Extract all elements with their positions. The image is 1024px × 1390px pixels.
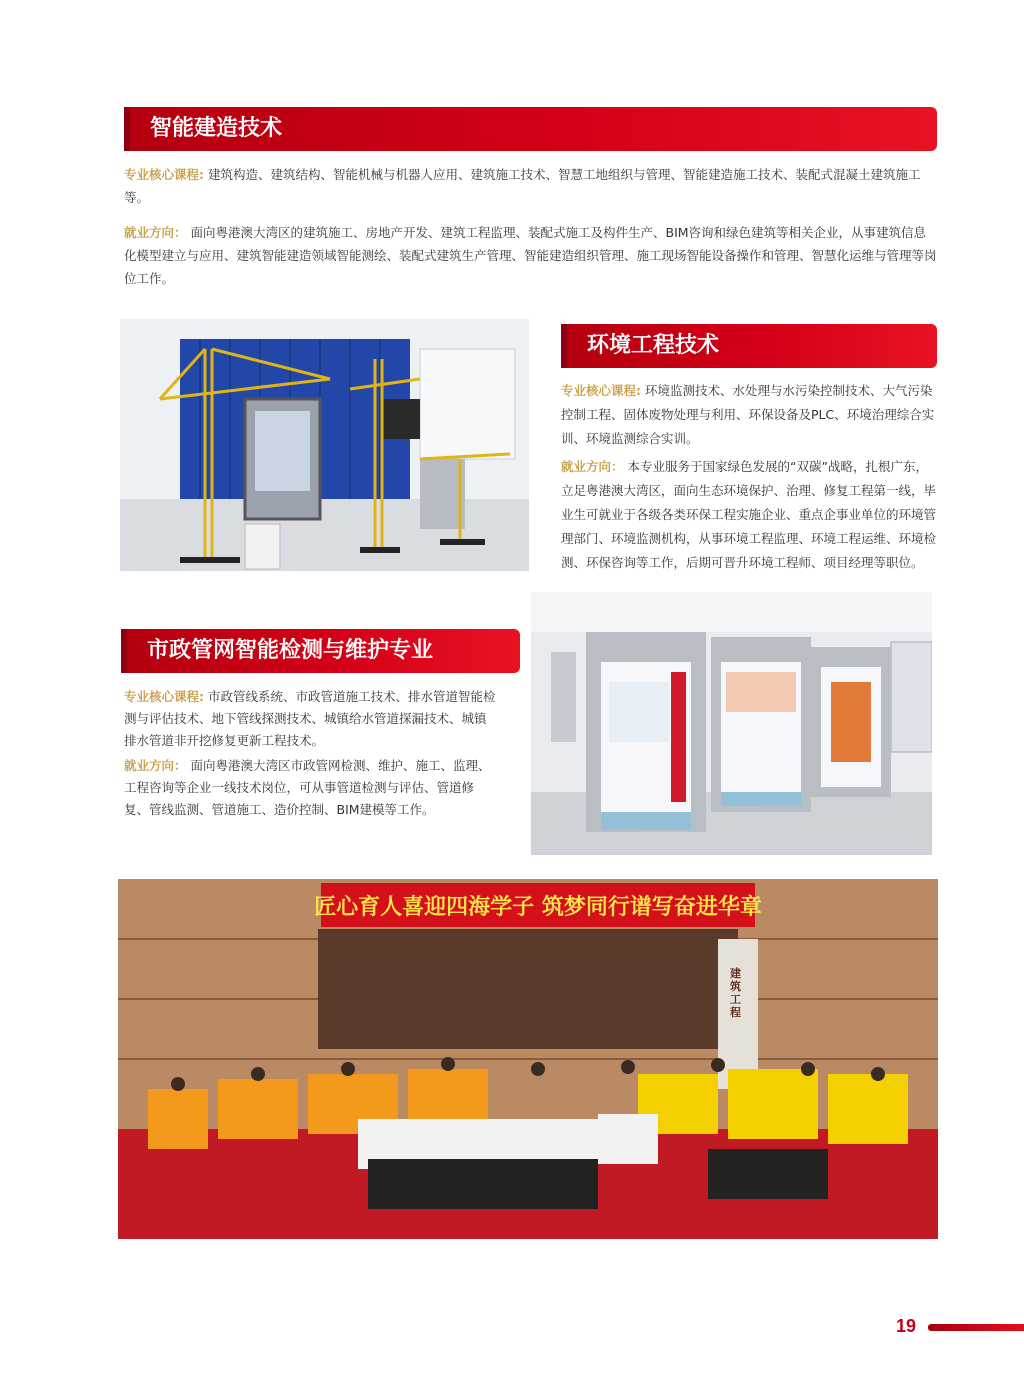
core-courses-text: 市政管线系统、市政管道施工技术、排水管道智能检测与评估技术、地下管线探测技术、城镇给水管道探漏技术、城镇排水管道非开挖修复更新工程技术。 xyxy=(124,689,496,748)
core-courses-label: 专业核心课程: xyxy=(124,689,204,704)
career-text: 面向粤港澳大湾区市政管网检测、维护、施工、监理、工程咨询等企业一线技术岗位，可从事管道检测与评估、管道修复、管线监测、管道施工、造价控制、BIM建模等工作。 xyxy=(124,758,491,817)
career-label: 就业方向： xyxy=(124,758,187,773)
career-text: 本专业服务于国家绿色发展的“双碳”战略，扎根广东，立足粤港澳大湾区，面向生态环境保护、治理、修复工程第一线，毕业生可就业于各级各类环保工程实施企业、重点企事业单位的环境管理部门、环境监测机构，从事环境工程监理、环境工程运维、环境检测、环保咨询等工作，后期可晋升环境工程师、项目经理等职位。 xyxy=(561,459,937,570)
career-paragraph xyxy=(124,755,496,821)
section-title-environmental-engineering xyxy=(561,324,937,368)
group-photo-illustration xyxy=(118,879,938,1239)
group-photo xyxy=(118,879,938,1239)
building-sign xyxy=(730,967,748,1019)
section-title-smart-construction xyxy=(124,107,937,151)
career-paragraph xyxy=(561,455,939,575)
core-courses-paragraph xyxy=(124,686,496,752)
page-number: 19 xyxy=(895,1316,916,1336)
core-courses-label: 专业核心课程: xyxy=(124,167,204,182)
core-courses-text: 环境监测技术、水处理与水污染控制技术、大气污染控制工程、固体废物处理与利用、环保设备及PLC、环境治理综合实训、环境监测综合实训。 xyxy=(561,383,935,446)
section-title-municipal-pipeline xyxy=(121,629,520,673)
career-label: 就业方向： xyxy=(561,459,624,474)
pipeline-exhibit-photo xyxy=(531,592,932,855)
welcome-banner-text: 匠心育人喜迎四海学子 筑梦同行谱写奋进华章 xyxy=(314,894,762,920)
page-number-bar xyxy=(928,1324,1024,1331)
career-paragraph xyxy=(124,221,938,290)
section-title-text: 智能建造技术 xyxy=(150,116,283,141)
career-text: 面向粤港澳大湾区的建筑施工、房地产开发、建筑工程监理、装配式施工及构件生产、BIM咨询和绿色建筑等相关企业，从事建筑信息化模型建立与应用、建筑智能建造领域智能测绘、装配式建筑生产管理、智能建造组织管理、施工现场智能设备操作和管理、智慧化运维与管理等岗位工作。 xyxy=(124,225,937,286)
crane-lab-illustration xyxy=(120,319,529,571)
core-courses-label: 专业核心课程: xyxy=(561,383,641,398)
welcome-banner xyxy=(314,883,762,927)
core-courses-paragraph xyxy=(561,379,939,451)
building-sign-text: 建筑工程 xyxy=(730,967,741,1019)
career-label: 就业方向： xyxy=(124,225,187,240)
section-title-text: 市政管网智能检测与维护专业 xyxy=(147,638,434,663)
crane-lab-photo xyxy=(120,319,529,571)
pipeline-exhibit-illustration xyxy=(531,592,932,855)
core-courses-paragraph xyxy=(124,163,938,209)
section-title-text: 环境工程技术 xyxy=(587,333,720,358)
core-courses-text: 建筑构造、建筑结构、智能机械与机器人应用、建筑施工技术、智慧工地组织与管理、智能建造施工技术、装配式混凝土建筑施工等。 xyxy=(124,167,921,205)
